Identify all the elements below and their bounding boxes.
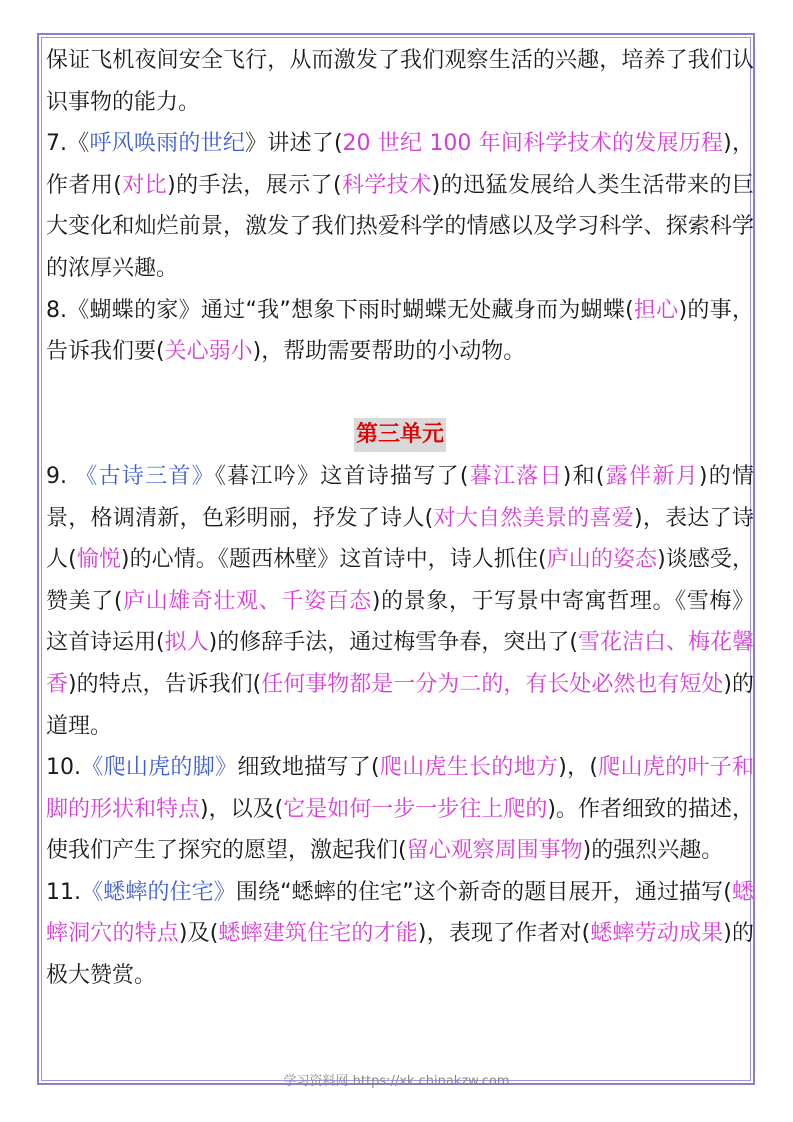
body-text: 10. [46, 755, 81, 781]
body-text: )的强烈兴趣。 [582, 838, 724, 864]
paragraph [46, 290, 754, 373]
body-text: )，作者用( [46, 131, 754, 198]
highlight-text: 暮江落日 [468, 463, 563, 489]
body-text: )的特点，告诉我们( [68, 671, 262, 697]
highlight-text: 爬山虎生长的地方 [379, 755, 559, 781]
highlight-text: 留心观察周围事物 [406, 838, 583, 864]
highlight-text: 露伴新月 [604, 463, 699, 489]
paragraph [46, 456, 754, 747]
body-text: )的景象，于写景中寄寓哲理。《雪梅》这首诗运用( [46, 588, 754, 656]
body-text: 8.《蝴蝶的家》通过“我”想象下雨时蝴蝶无处藏身而为蝴蝶( [46, 297, 634, 323]
body-text: 9. [46, 463, 76, 489]
footer-watermark: 学习资料网 https://xk.chinakzw.com [283, 1074, 510, 1089]
body-text: )的道理。 [46, 671, 754, 739]
document-body [46, 40, 754, 997]
body-text: 11. [46, 879, 81, 905]
lesson-title: 《爬山虎的脚》 [81, 755, 238, 781]
highlight-text: 拟人 [164, 630, 209, 656]
section-heading-wrap [46, 414, 754, 456]
highlight-text: 蟋蟀建筑住宅的才能 [218, 921, 418, 947]
highlight-text: 愉悦 [76, 547, 121, 573]
section-heading: 第三单元 [354, 418, 446, 452]
body-text: )的情景，格调清新，色彩明丽，抒发了诗人( [46, 463, 754, 531]
paragraph [46, 40, 754, 123]
body-text: 《暮江吟》这首诗描写了( [214, 463, 469, 489]
body-text: )，表达了诗人( [46, 505, 754, 573]
highlight-text: 任何事物都是一分为二的，有长处必然也有短处 [261, 671, 724, 697]
highlight-text: 蟋蟀劳动成果 [590, 921, 724, 947]
body-text: )和( [562, 463, 605, 489]
paragraph [46, 747, 754, 872]
highlight-text: 雪花洁白、梅花馨香 [46, 630, 754, 697]
highlight-text: 蟋蟀洞穴的特点 [46, 879, 754, 947]
body-text: )的修辞手法，通过梅雪争春，突出了( [208, 630, 578, 656]
highlight-text: 20 世纪 100 年间科学技术的发展历程 [342, 131, 724, 157]
body-text: )的手法，展示了( [167, 172, 342, 198]
body-text: 保证飞机夜间安全飞行，从而激发了我们观察生活的兴趣，培养了我们认识事物的能力。 [46, 48, 754, 115]
body-text: 7.《 [46, 131, 90, 157]
blank-line [46, 373, 754, 415]
body-text: )，表现了作者对( [417, 921, 591, 947]
highlight-text: 担心 [633, 297, 679, 323]
highlight-text: 对大自然美景的喜爱 [433, 505, 635, 531]
highlight-text: 它是如何一步一步往上爬的 [283, 796, 548, 822]
body-text: )，帮助需要帮助的小动物。 [252, 339, 526, 365]
highlight-text: 爬山虎的叶子和脚的形状和特点 [46, 755, 754, 822]
body-text: )的极大赞赏。 [46, 921, 754, 989]
highlight-text: 对比 [121, 172, 168, 198]
paragraph [46, 123, 754, 289]
body-text: )的事，告诉我们要( [46, 297, 754, 365]
highlight-text: 庐山雄奇壮观、千姿百态 [122, 588, 372, 614]
body-text: )，以及( [200, 796, 284, 822]
lesson-title: 呼风唤雨的世纪 [89, 131, 246, 157]
body-text: )的心情。《题西林壁》这首诗中，诗人抓住( [120, 547, 547, 573]
lesson-title: 《蟋蟀的住宅》 [81, 879, 236, 905]
body-text: )谈感受，赞美了( [46, 547, 754, 614]
highlight-text: 关心弱小 [164, 339, 253, 365]
body-text: )，( [558, 755, 598, 781]
lesson-title: 《古诗三首》 [75, 463, 215, 489]
highlight-text: 科学技术 [341, 172, 432, 198]
body-text: )及( [178, 921, 219, 947]
body-text: )。作者细致的描述，使我们产生了探究的愿望，激起我们( [46, 796, 754, 864]
body-text: 围绕“蟋蟀的住宅”这个新奇的题目展开，通过描写( [235, 879, 732, 905]
body-text: )的迅猛发展给人类生活带来的巨大变化和灿烂前景，激发了我们热爱科学的情感以及学习科学、探索科学的浓厚兴趣。 [46, 172, 754, 281]
body-text: 》讲述了( [245, 131, 343, 157]
highlight-text: 庐山的姿态 [546, 547, 658, 573]
body-text: 细致地描写了( [237, 755, 380, 781]
paragraph [46, 872, 754, 997]
